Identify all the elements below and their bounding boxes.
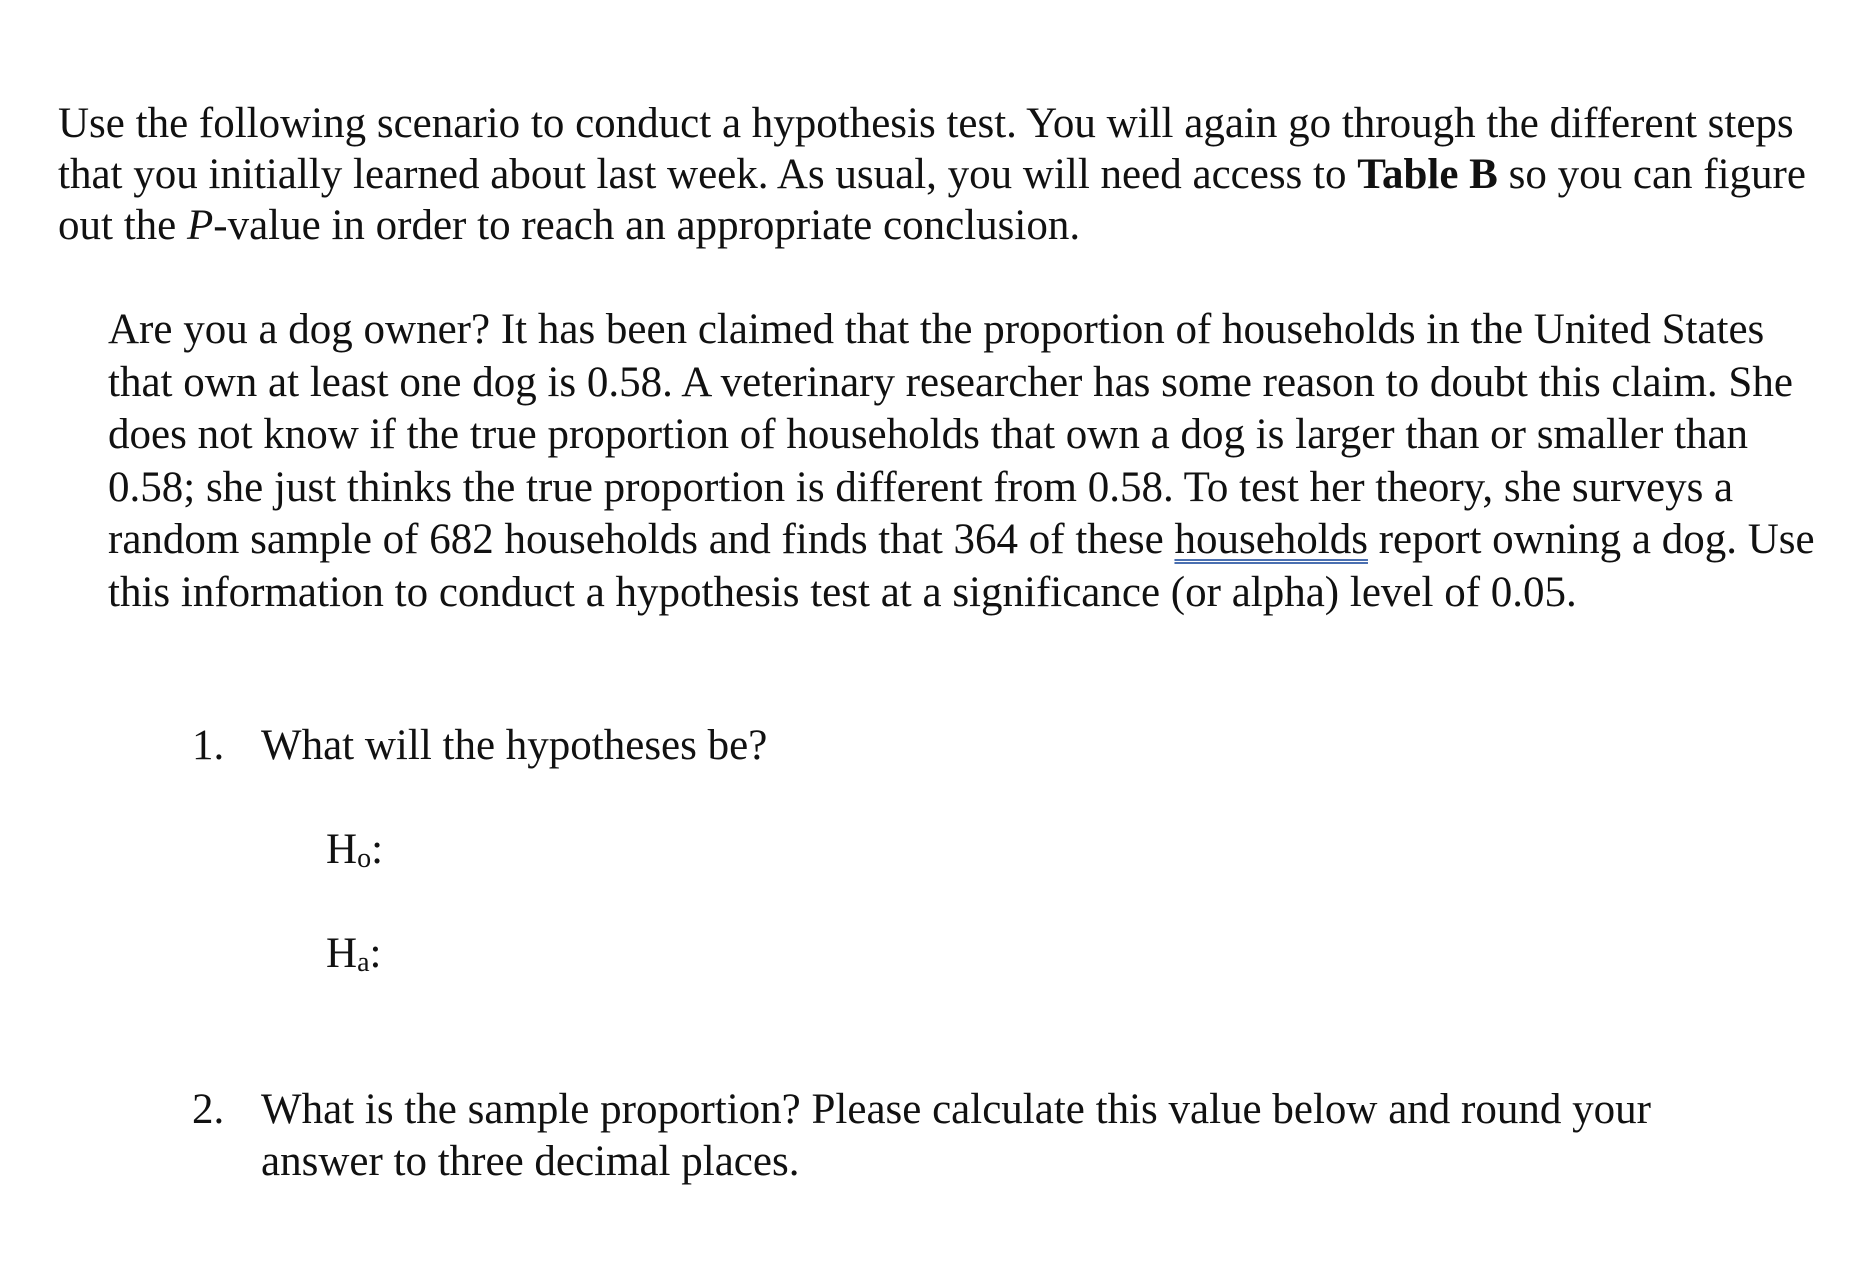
alternative-hypothesis-colon: : — [369, 930, 382, 977]
intro-text-3: -value in order to reach an appropriate conclusion. — [213, 202, 1081, 249]
question-1 — [192, 720, 1792, 772]
null-hypothesis-letter: H — [326, 826, 358, 873]
scenario-paragraph — [108, 304, 1838, 619]
table-reference: Table B — [1357, 151, 1498, 198]
scenario-text-1: Are you a dog owner? It has been claimed that the proportion of households in the United States that own at least one dog is 0.58. A veterinary researcher has some reason to doubt this claim. She does not know if the true proportion of households that own a dog is larger than or smaller than 0.58; she just thinks the true proportion is different from 0.58. To test her theory, she surveys a random sample of 682 households and finds that 364 of these — [108, 306, 1793, 563]
intro-paragraph — [58, 98, 1838, 251]
alternative-hypothesis-letter: H — [326, 930, 358, 977]
question-2-number: 2. — [192, 1086, 225, 1133]
null-hypothesis-subscript: o — [357, 843, 372, 874]
question-2-text: What is the sample proportion? Please calculate this value below and round your answer to three decimal places. — [261, 1086, 1651, 1185]
intro-text-1: Use the following scenario to conduct a hypothesis test. You will again go through the different steps that you initially learned about last week. As usual, you will need access to — [58, 100, 1794, 198]
question-1-number: 1. — [192, 722, 225, 769]
question-2 — [192, 1084, 1792, 1194]
alternative-hypothesis-subscript: a — [357, 947, 370, 978]
scenario-text-2: report owning a dog. Use this information to conduct a hypothesis test at a significance (or alpha) level of 0.05. — [108, 516, 1815, 616]
p-symbol: P — [186, 202, 214, 249]
null-hypothesis-colon: : — [371, 826, 384, 873]
null-hypothesis-label — [326, 824, 383, 876]
spellcheck-underlined-word[interactable]: households — [1174, 516, 1368, 563]
intro-text-2: so you can figure out the — [58, 151, 1806, 249]
question-1-text: What will the hypotheses be? — [261, 722, 768, 769]
alternative-hypothesis-label — [326, 928, 381, 980]
